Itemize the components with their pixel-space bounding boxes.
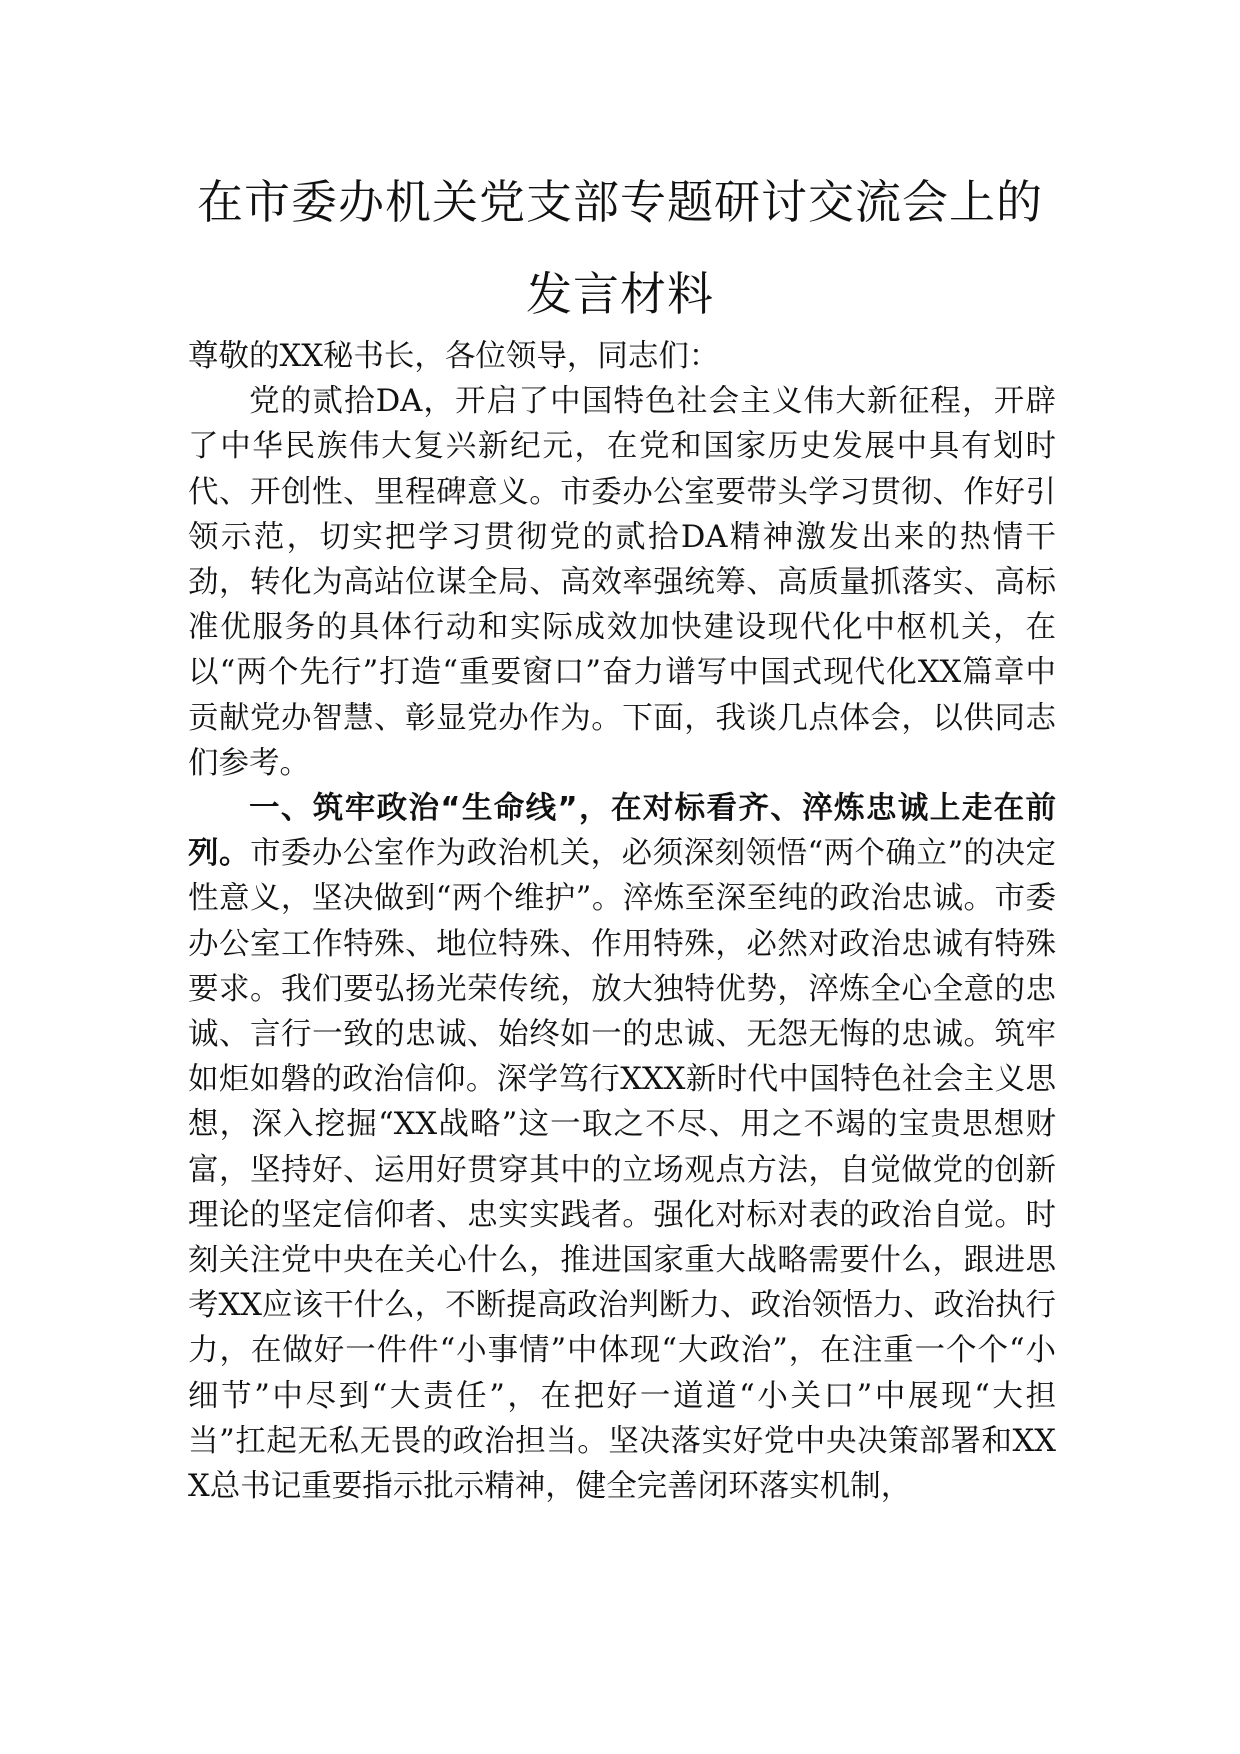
intro-paragraph: 党的贰拾DA，开启了中国特色社会主义伟大新征程，开辟了中华民族伟大复兴新纪元，在党和国家历史发展中具有划时代、开创性、里程碑意义。市委办公室要带头学习贯彻、作好引领示范，切实把学习贯彻党的贰拾DA精神激发出来的热情干劲，转化为高站位谋全局、高效率强统筹、高质量抓落实、高标准优服务的具体行动和实际成效加快建设现代化中枢机关，在以“两个先行”打造“重要窗口”奋力谱写中国式现代化XX篇章中贡献党办智慧、彰显党办作为。下面，我谈几点体会，以供同志们参考。 <box>188 384 1056 781</box>
section-1-paragraph <box>188 786 1056 1509</box>
document-body <box>188 334 1056 1509</box>
document-title-line-2: 发言材料 <box>526 267 714 321</box>
section-1-heading: 一、筑牢政治“生命线”，在对标看齐、淬炼忠诚上走在前列。 <box>188 791 1056 872</box>
document-title-line-1: 在市委办机关党支部专题研讨交流会上的 <box>197 175 1043 229</box>
salutation: 尊敬的XX秘书长，各位领导，同志们： <box>188 339 720 374</box>
section-1-body: 市委办公室作为政治机关，必须深刻领悟“两个确立”的决定性意义，坚决做到“两个维护”。淬炼至深至纯的政治忠诚。市委办公室工作特殊、地位特殊、作用特殊，必然对政治忠诚有特殊要求。我们要弘扬光荣传统，放大独特优势，淬炼全心全意的忠诚、言行一致的忠诚、始终如一的忠诚、无怨无悔的忠诚。筑牢如炬如磐的政治信仰。深学笃行XXX新时代中国特色社会主义思想，深入挖掘“XX战略”这一取之不尽、用之不竭的宝贵思想财富，坚持好、运用好贯穿其中的立场观点方法，自觉做党的创新理论的坚定信仰者、忠实实践者。强化对标对表的政治自觉。时刻关注党中央在关心什么，推进国家重大战略需要什么，跟进思考XX应该干什么，不断提高政治判断力、政治领悟力、政治执行力，在做好一件件“小事情”中体现“大政治”，在注重一个个“小细节”中尽到“大责任”，在把好一道道“小关口”中展现“大担当”扛起无私无畏的政治担当。坚决落实好党中央决策部署和XXX总书记重要指示批示精神，健全完善闭环落实机制， <box>188 836 1056 1505</box>
